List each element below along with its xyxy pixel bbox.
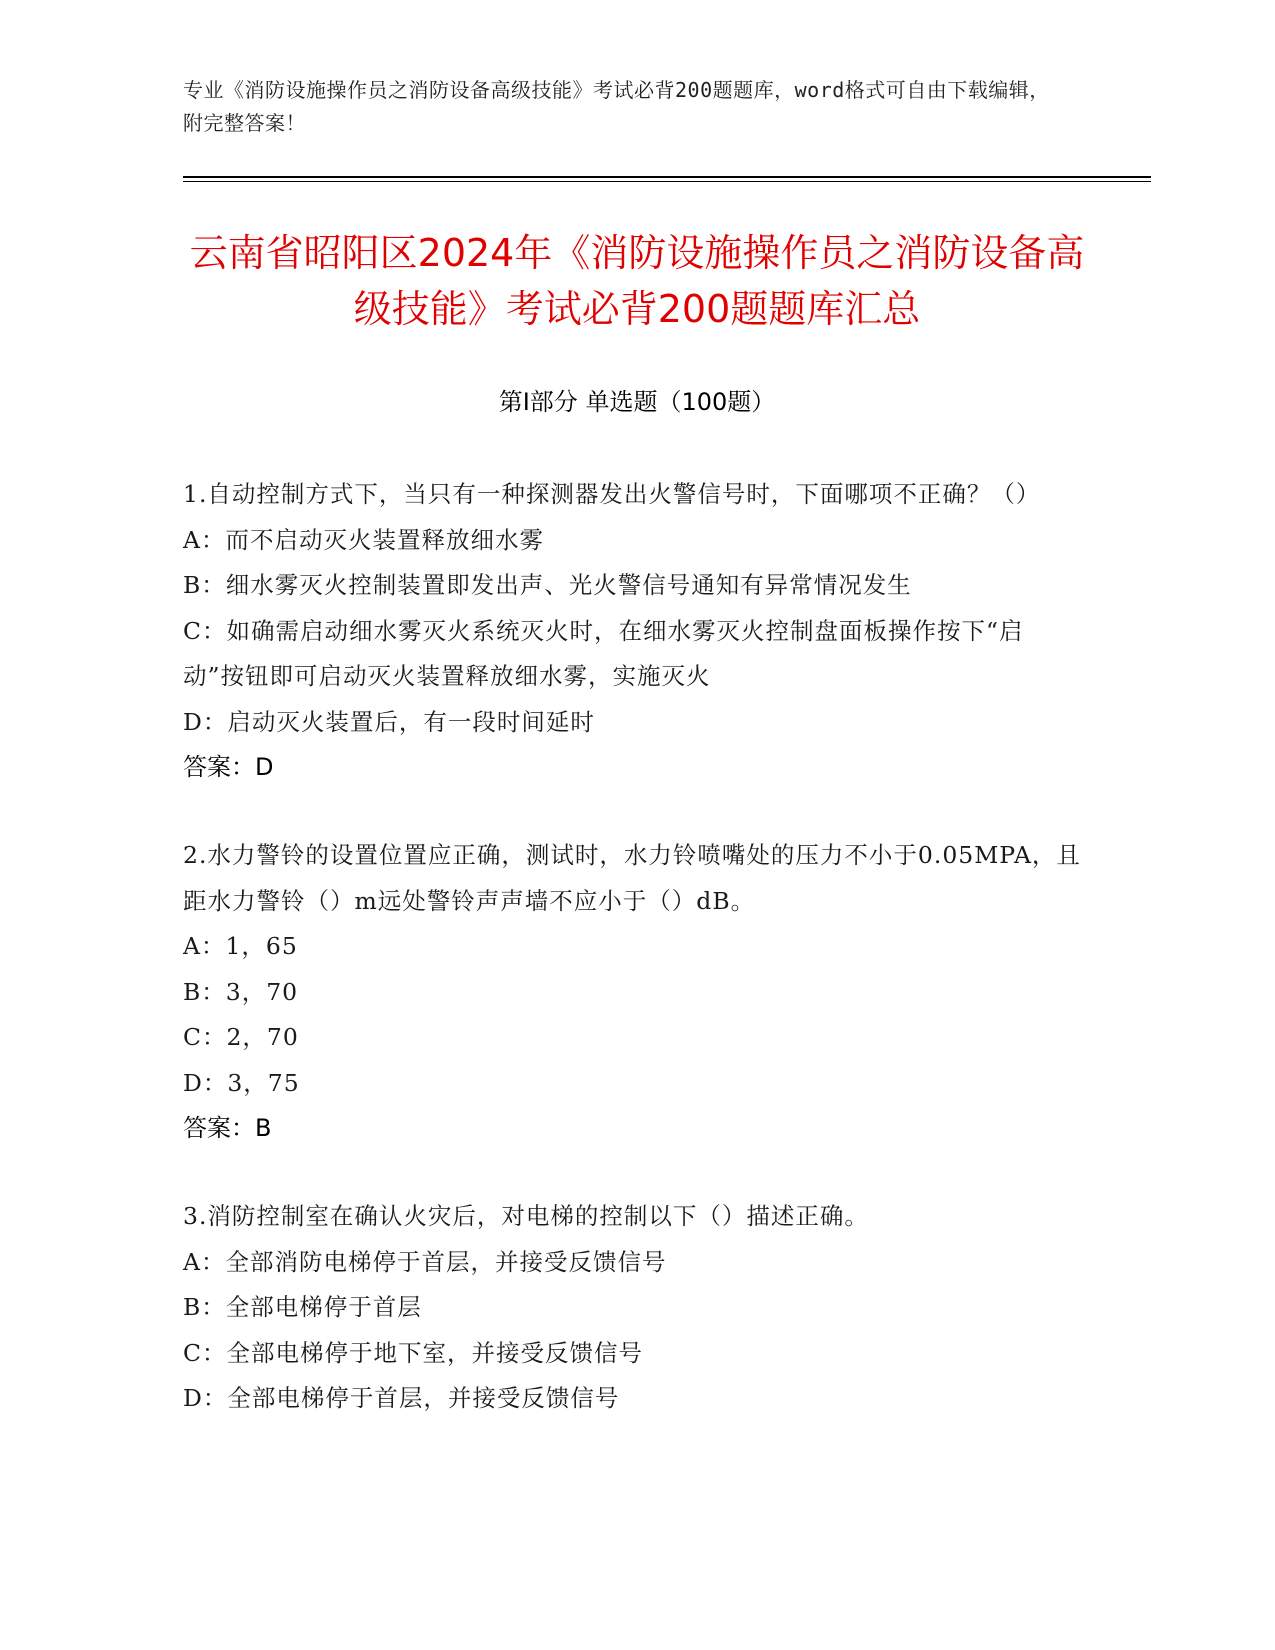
question-2 — [183, 833, 1083, 1150]
option-c: C：全部电梯停于地下室，并接受反馈信号 — [183, 1338, 643, 1367]
option-a: A：全部消防电梯停于首层，并接受反馈信号 — [183, 1247, 667, 1276]
option-c: C：2，70 — [183, 1023, 299, 1051]
header-note: 专业《消防设施操作员之消防设备高级技能》考试必背200题题库，word格式可自由下载编辑，附完整答案！ — [183, 78, 1050, 135]
option-a: A：1，65 — [183, 932, 298, 960]
question-3 — [183, 1194, 1083, 1422]
section-title: 第I部分 单选题（100题） — [498, 388, 776, 416]
answer: 答案：B — [183, 1114, 272, 1142]
option-c: C：如确需启动细水雾灭火系统灭火时，在细水雾灭火控制盘面板操作按下“启动”按钮即可启动灭火装置释放细水雾，实施灭火 — [183, 616, 1024, 690]
question-text: 3.消防控制室在确认火灾后，对电梯的控制以下（）描述正确。 — [183, 1202, 869, 1230]
option-a: A：而不启动灭火装置释放细水雾 — [183, 525, 544, 554]
question-text: 1.自动控制方式下，当只有一种探测器发出火警信号时，下面哪项不正确？（） — [183, 480, 1041, 508]
answer: 答案：D — [183, 753, 274, 781]
question-1 — [183, 472, 1083, 789]
header-rule-thin — [183, 181, 1151, 182]
option-b: B：3，70 — [183, 977, 299, 1006]
option-d: D：3，75 — [183, 1068, 300, 1097]
question-list — [183, 472, 1083, 1466]
option-b: B：细水雾灭火控制装置即发出声、光火警信号通知有异常情况发生 — [183, 571, 912, 599]
option-b: B：全部电梯停于首层 — [183, 1293, 422, 1321]
option-d: D：全部电梯停于首层，并接受反馈信号 — [183, 1384, 620, 1412]
document-title: 云南省昭阳区2024年《消防设施操作员之消防设备高级技能》考试必背200题题库汇总 — [189, 231, 1085, 331]
header-rule-thick — [183, 176, 1151, 178]
option-d: D：启动灭火装置后，有一段时间延时 — [183, 707, 595, 736]
question-text: 2.水力警铃的设置位置应正确，测试时，水力铃喷嘴处的压力不小于0.05MPA，且距水力警铃（）m远处警铃声声墙不应小于（）dB。 — [183, 841, 1081, 915]
